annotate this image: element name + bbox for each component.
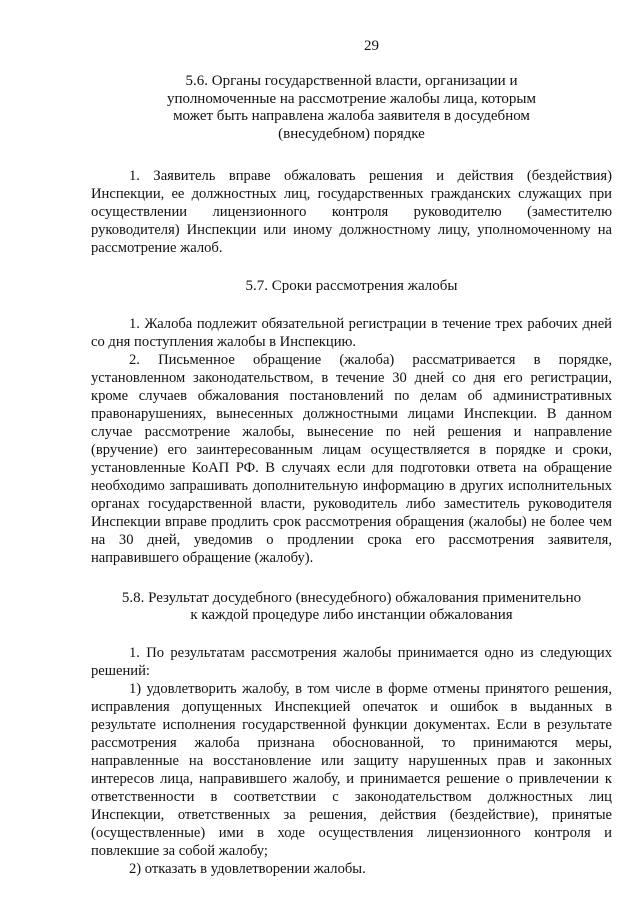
section-body-5-6 [91,167,612,257]
section-heading-5-7 [91,278,612,296]
section-body-5-8 [91,644,612,878]
page-number: 29 [364,38,379,54]
section-heading-5-8 [91,590,612,625]
paragraph: 1) удовлетворить жалобу, в том числе в форме отмены принятого решения, исправления допущенных Инспекцией опечаток и ошибок в выданных в результате исполнения государственной функции документах. Если в результате рассмотрения жалоба признана обоснованной, то принимаются меры, направленные на восстановление или защиту нарушенных прав и законных интересов лица, направившего жалобу, и принимается решение о привлечении к ответственности в соответствии с законодательством должностных лиц Инспекции, ответственных за решения, действия (бездействие), принятые (осуществленные) ими в ходе осуществления лицензионного контроля и повлекшие за собой жалобу; [91,680,612,859]
heading-line: 5.8. Результат досудебного (внесудебного) обжалования применительно [121,589,582,606]
section-heading-5-6 [91,73,612,143]
paragraph: 2) отказать в удовлетворении жалобы. [129,860,366,877]
paragraph: 1. По результатам рассмотрения жалобы принимается одно из следующих решений: [91,644,612,679]
section-body-5-7 [91,315,612,567]
paragraph: 1. Жалоба подлежит обязательной регистрации в течение трех рабочих дней со дня поступления жалобы в Инспекцию. [91,315,612,350]
heading-line: уполномоченные на рассмотрение жалобы лица, которым [166,90,537,107]
heading-line: 5.7. Сроки рассмотрения жалобы [245,278,458,294]
heading-line: (внесудебном) порядке [278,125,425,142]
heading-line: 5.6. Органы государственной власти, организации и [185,73,518,89]
paragraph: 2. Письменное обращение (жалоба) рассматривается в порядке, установленном законодательством, в течение 30 дней со дня его регистрации, кроме случаев обжалования постановлений по делам об административных правонарушениях, вынесенных должностными лицами Инспекции. В данном случае рассмотрение жалобы, вынесение по ней решения и направление (вручение) его заинтересованным лицам осуществляется в порядке и сроки, установленные КоАП РФ. В случаях если для подготовки ответа на обращение необходимо запрашивать дополнительную информацию в других исполнительных органах государственной власти, руководитель либо заместитель руководителя Инспекции вправе продлить срок рассмотрения обращения (жалобы) не более чем на 30 дней, уведомив о продлении срока его рассмотрения заявителя, направившего обращение (жалобу). [91,351,612,566]
heading-line: к каждой процедуре либо инстанции обжалования [190,607,513,623]
paragraph: 1. Заявитель вправе обжаловать решения и действия (бездействия) Инспекции, ее должностных лиц, государственных гражданских служащих при осуществлении лицензионного контроля руководителю (заместителю руководителя) Инспекции или иному должностному лицу, уполномоченному на рассмотрение жалоб. [91,168,612,256]
heading-line: может быть направлена жалоба заявителя в досудебном [173,108,530,124]
